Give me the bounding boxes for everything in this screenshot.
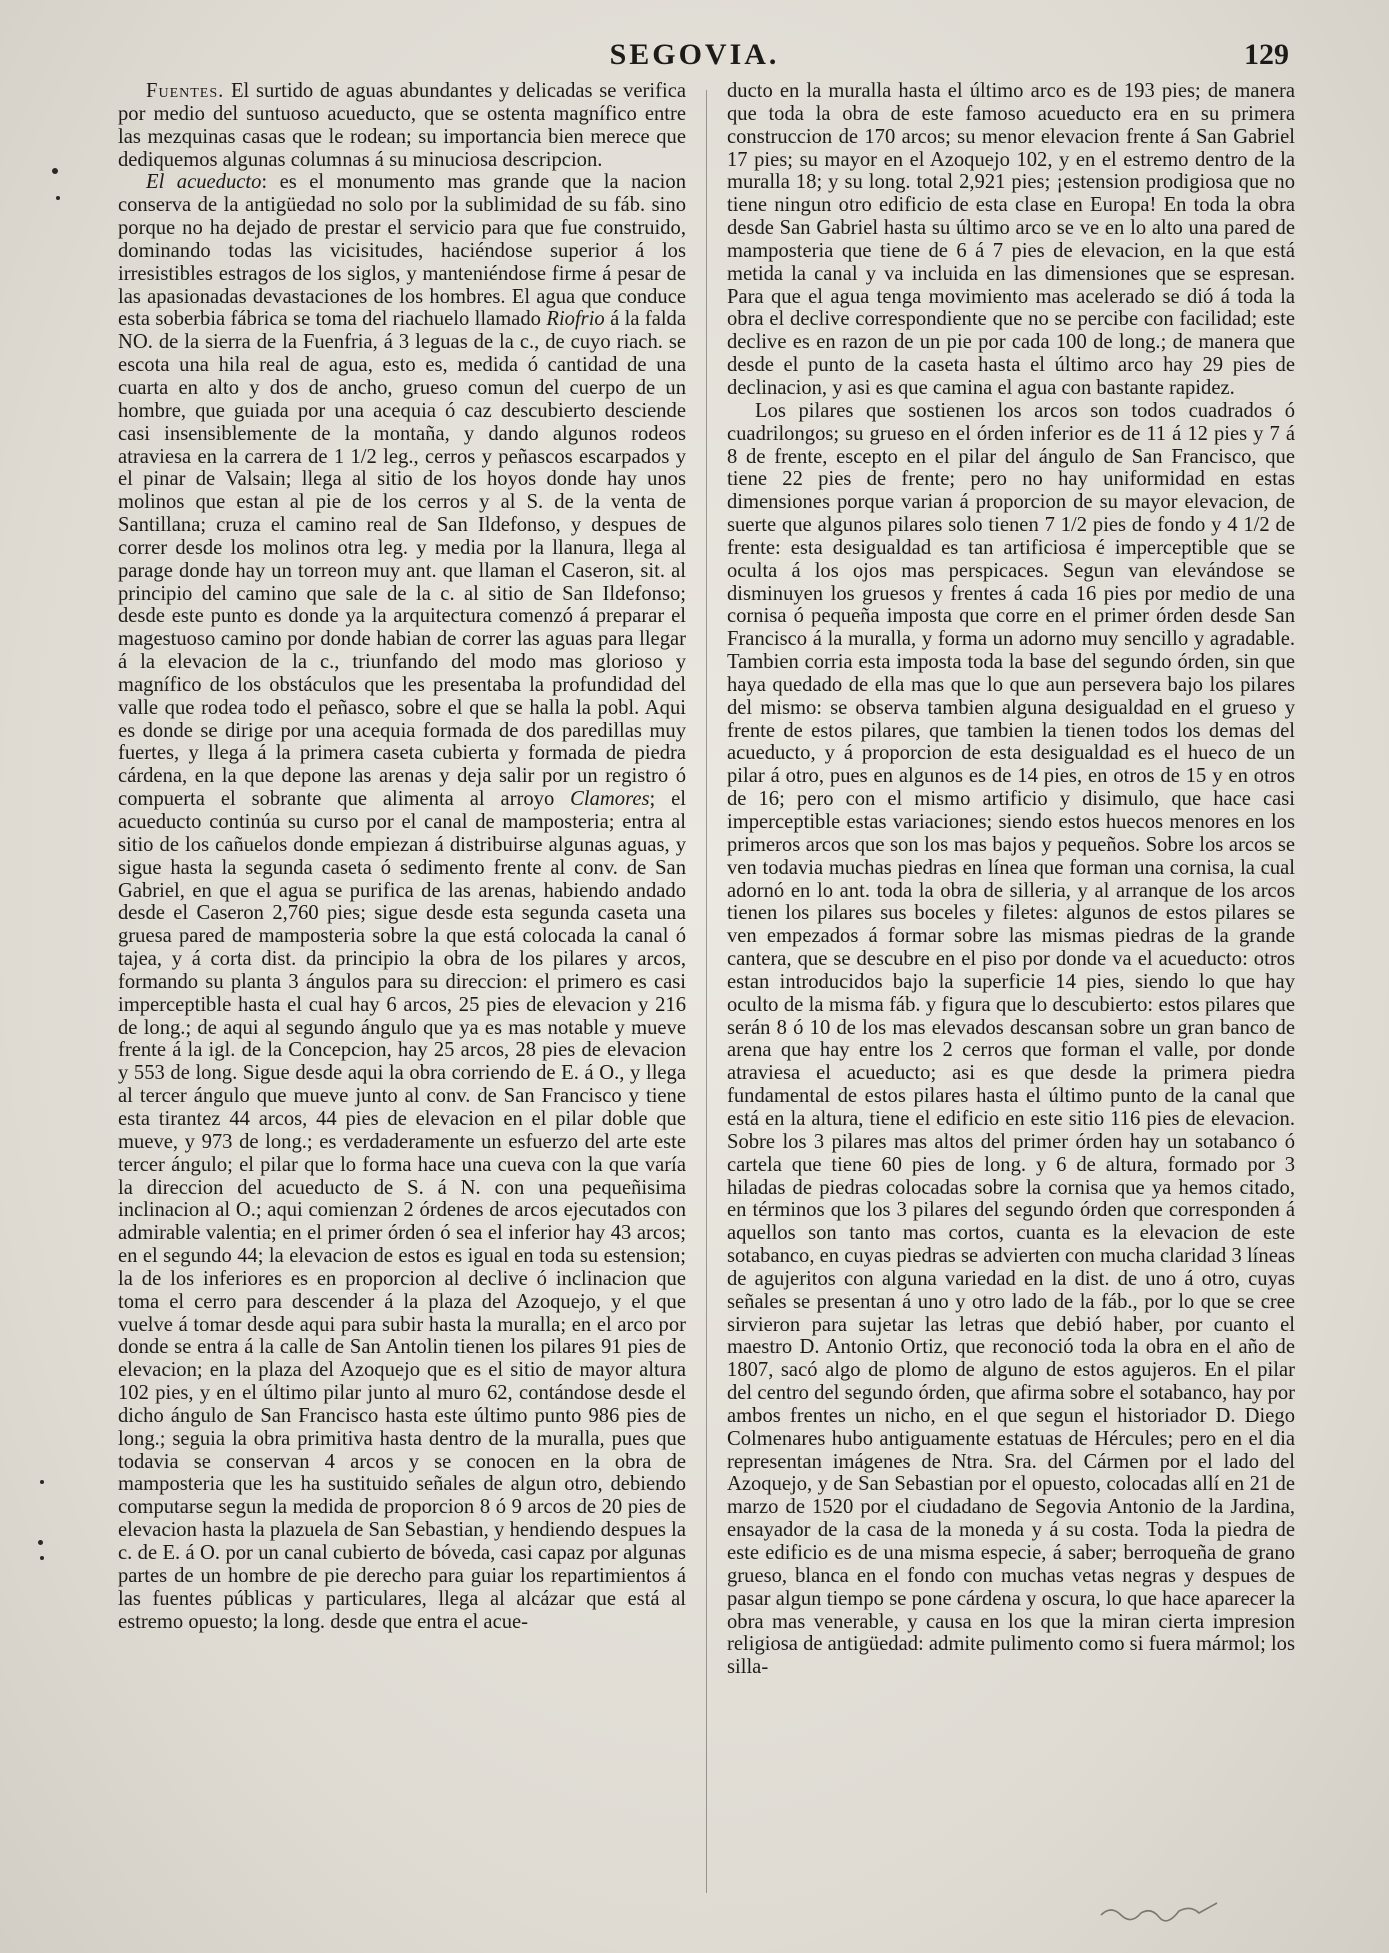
ink-spot (56, 196, 60, 200)
paragraph-continued: ducto en la muralla hasta el último arco es de 193 pies; de manera que toda la obra de este famoso acueducto era en su primera construccion de 170 arcos; su menor elevacion frente á San Gabriel 17 pies; su mayor en el Azoquejo 102, y en el estremo dentro de la muralla 18; y su long. total 2,921 pies; ¡estension prodigiosa que no tiene ningun otro edificio de esta clase en Europa! En toda la obra desde San Gabriel hasta su último arco se ve en lo alto una pared de mamposteria que tiene de 6 á 7 pies de elevacion, en la que está metida la canal y va incluida en las dimensiones que se espresan. Para que el agua tenga movimiento mas acelerado se dió á toda la obra el declive correspondiente que no se percibe con facilidad; este declive es en razon de un pie por cada 100 de long.; de manera que desde el punto de la caseta hasta el último arco hay 29 pies de declinacion, y asi es que camina el agua con bastante rapidez. (727, 80, 1295, 399)
left-column (118, 80, 686, 1923)
running-title: SEGOVIA. (609, 38, 780, 71)
ink-spot (40, 1556, 44, 1560)
paragraph-text: : es el monumento mas grande que la nacion conserva de la antigüedad no solo por la sublimidad de su fáb. sino porque no ha dejado de prestar el servicio para que fue construido, dominando todas las vicisitudes, haciéndose superior á los irresistibles estragos de los siglos, y manteniéndose firme á pesar de las apasionadas devastaciones de los hombres. El agua que conduce esta soberbia fábrica se toma del riachuelo llamado (118, 171, 686, 331)
right-column (727, 80, 1295, 1923)
river-name: Riofrio (546, 308, 605, 331)
arroyo-name: Clamores (570, 788, 650, 811)
paragraph-pilares: Los pilares que sostienen los arcos son todos cuadrados ó cuadrilongos; su grueso en el órden inferior es de 11 á 12 pies y 7 á 8 de frente, escepto en el pilar del ángulo de San Francisco, que tiene 22 pies de frente; pero no hay uniformidad en estas dimensiones porque varian á proporcion de su mayor elevacion, de suerte que algunos pilares solo tienen 7 1/2 pies de fondo y 4 1/2 de frente: esta desigualdad es tan artificiosa é imperceptible que se oculta á los ojos mas perspicaces. Segun van elevándose se disminuyen los gruesos y frentes á cada 16 pies por medio de una cornisa ó pequeña imposta que corre en el primer órden desde San Francisco á la muralla, y forma un adorno muy sencillo y agradable. Tambien corria esta imposta toda la base del segundo órden, sin que haya quedado de ella mas que lo que aun persevera bajo los pilares del mismo: se observa tambien alguna desigualdad en el grueso y frente de estos pilares, que tambien la tienen todos los demas del acueducto, y á proporcion de esta desigualdad es el hueco de un pilar á otro, pues en algunos es de 14 pies, en otros de 15 y en otros de 16; pero con el mismo artificio y disimulo, que hace casi imperceptible estas variaciones; siendo estos huecos menores en los primeros arcos que son los mas bajos y pequeños. Sobre los arcos se ven todavia muchas piedras en línea que forman una cornisa, la cual adornó en lo ant. toda la obra de silleria, y al arranque de los arcos tienen los pilares sus boceles y filetes: algunos de estos pilares se ven empezados á formar sobre las mismas piedras de la grande cantera, que se descubre en el piso por donde va el acueducto: otros estan introducidos bajo la superficie 14 pies, siendo lo que hay oculto de la misma fáb. y figura que lo descubierto: estos pilares que serán 8 ó 10 de los mas elevados descansan sobre un gran banco de arena que hay entre los 2 cerros que forman el valle, por donde atraviesa el acueducto; asi es que desde la primera piedra fundamental de estos pilares hasta el último punto de la canal que está en la altura, tiene el edificio en este sitio 116 pies de elevacion. Sobre los 3 pilares mas altos del primer órden hay un sotabanco ó cartela que tiene 60 pies de long. y 6 de altura, formado por 3 hiladas de piedras colocadas sobre la cornisa que ya hemos citado, en términos que los 3 pilares del segundo órden que corresponden á aquellos son tanto mas cortos, cuanta es la elevacion de este sotabanco, en cuyas piedras se advierten con mucha claridad 3 líneas de agujeritos con alguna variedad en la dist. de uno á otro, cuyas señales se presentan á uno y otro lado de la fáb., por lo que se cree sirvieron para sujetar las letras que debió haber, por cuanto el maestro D. Antonio Ortiz, que reconoció toda la obra en el año de 1807, sacó algo de plomo de alguno de estos agujeros. En el pilar del centro del segundo órden, que afirma sobre el sotabanco, hay por ambos frentes un nicho, en el que segun el historiador D. Diego Colmenares hubo antiguamente estatuas de Hércules; pero en el dia representan imágenes de Ntra. Sra. del Cármen por el lado del Azoquejo, y de San Sebastian por el opuesto, colocadas allí en 21 de marzo de 1520 por el ciudadano de Segovia Antonio de la Jardina, ensayador de la casa de la moneda y á su costa. Toda la piedra de este edificio es de una misma especie, á saber; berroqueña de grano grueso, blanca en el fondo con muchas vetas negras y despues de pasar algun tiempo se pone cárdena y oscura, lo que hace aparecer la obra mas venerable, y causa en los que la miran cierta impresion religiosa de antigüedad: admite pulimento como si fuera mármol; los silla- (727, 399, 1295, 1679)
ink-spot (40, 1480, 44, 1484)
paragraph-text: El surtido de aguas abundantes y delicadas se verifica por medio del suntuoso acueducto, que se ostenta magnífico entre las mezquinas casas que le rodean; su importancia bien merece que dediquemos algunas columnas á su minuciosa descripcion. (118, 80, 686, 171)
paragraph-fuentes (118, 80, 686, 171)
section-heading-fuentes: Fuentes. (146, 80, 225, 102)
pencil-scribble (1099, 1897, 1219, 1927)
paragraph-acueducto (118, 171, 686, 1633)
column-divider (706, 90, 707, 1893)
ink-spot (52, 168, 58, 174)
ink-spot (38, 1540, 43, 1545)
paragraph-text: ; el acueducto continúa su curso por el canal de mamposteria; entra al sitio de los cañuelos donde empiezan á distribuirse algunas aguas, y sigue hasta la segunda caseta ó sedimento frente al conv. de San Gabriel, en que el agua se purifica de las arenas, habiendo andado desde el Caseron 2,760 pies; sigue desde esta segunda caseta una gruesa pared de mamposteria sobre la que está colocada la canal ó tajea, y á corta dist. da principio la obra de los pilares y arcos, formando su planta 3 ángulos para su direccion: el primero es casi imperceptible hasta el cual hay 6 arcos, 25 pies de elevacion y 216 de long.; de aqui al segundo ángulo que ya es mas notable y mueve frente á la igl. de la Concepcion, hay 25 arcos, 28 pies de elevacion y 553 de long. Sigue desde aqui la obra corriendo de E. á O., y llega al tercer ángulo que mueve junto al conv. de San Francisco y tiene esta tirantez 44 arcos, 44 pies de elevacion en el pilar doble que mueve, y 973 de long.; es verdaderamente un esfuerzo del arte este tercer ángulo; el pilar que lo forma hace una cueva con la que varía la direccion del acueducto de S. á N. con una pequeñisima inclinacion al O.; aqui comienzan 2 órdenes de arcos ejecutados con admirable valentia; en el primer órden ó sea el inferior hay 43 arcos; en el segundo 44; la elevacion de estos es igual en toda su estension; la de los inferiores es en proporcion al declive ó inclinacion que toma el cerro para descender á la plaza del Azoquejo, y el que vuelve á tomar desde aqui para subir hasta la muralla; en el arco por donde se entra á la calle de San Antolin tienen los pilares 91 pies de elevacion; en la plaza del Azoquejo que es el sitio de mayor altura 102 pies, y en el último pilar junto al muro 62, contándose desde el dicho ángulo de San Francisco hasta este último punto 986 pies de long.; seguia la obra primitiva hasta dentro de la muralla, pues que todavia se conservan 4 arcos y se conocen en la obra de mamposteria que les ha sustituido señales de algun otro, debiendo computarse segun la medida de proporcion 8 ó 9 arcos de 20 pies de elevacion hasta la plazuela de San Sebastian, y hendiendo despues la c. de E. á O. por un canal cubierto de bóveda, casi capaz por algunas partes de un hombre de pie derecho para guiar los repartimientos á las fuentes públicas y particulares, llega al alcázar que está al estremo opuesto; la long. desde que entra el acue- (118, 788, 686, 1633)
running-head (0, 38, 1389, 78)
section-heading-acueducto: El acueducto (146, 171, 262, 194)
page-number: 129 (1244, 38, 1289, 71)
paragraph-text: á la falda NO. de la sierra de la Fuenfria, á 3 leguas de la c., de cuyo riach. se escota una hila real de agua, esto es, medida ó cantidad de una cuarta en alto y dos de ancho, grueso comun del cuerpo de un hombre, que guiada por una acequia ó caz descubierto desciende casi insensiblemente de la montaña, y dando algunos rodeos atraviesa en la carrera de 1 1/2 leg., cerros y peñascos escarpados y el pinar de Valsain; llega al sitio de los hoyos donde hay unos molinos que estan al pie de los cerros y al S. de la venta de Santillana; cruza el camino real de San Ildefonso, y despues de correr desde los molinos otra leg. y media por la llanura, llega al parage donde hay un torreon muy ant. que llaman el Caseron, sit. al principio del camino que sale de la c. al sitio de San Ildefonso; desde este punto es donde ya la arquitectura comenzó á preparar el magestuoso camino por donde habian de correr las aguas para llegar á la elevacion de la c., triunfando del modo mas glorioso y magnífico de los obstáculos que les presentaba la profundidad del valle que rodea todo el peñasco, sobre el que se halla la pobl. Aqui es donde se dirige por una acequia formada de dos paredillas muy fuertes, y llega á la primera caseta cubierta y formada de piedra cárdena, en la que depone las arenas y deja salir por un registro ó compuerta el sobrante que alimenta al arroyo (118, 308, 686, 811)
text-columns (118, 80, 1295, 1923)
